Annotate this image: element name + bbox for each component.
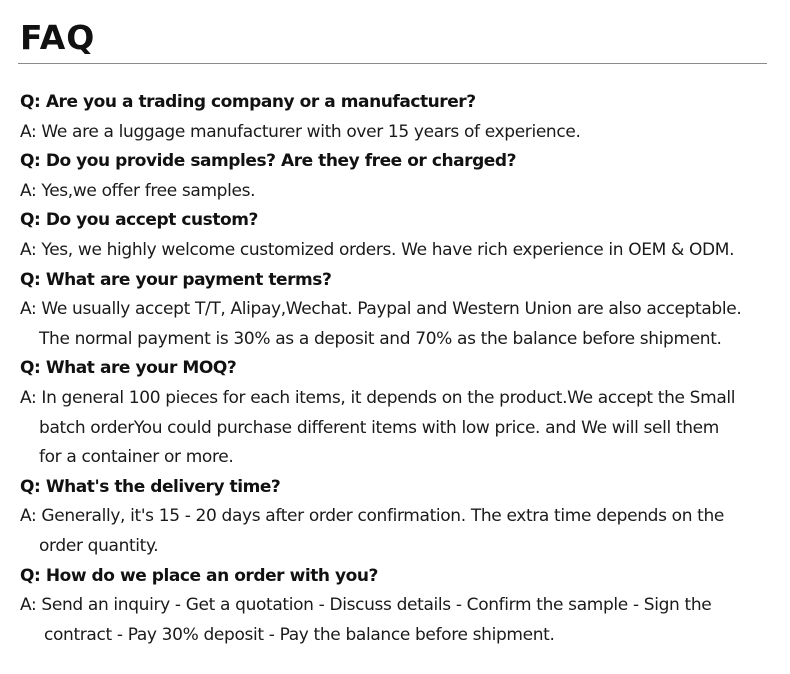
faq-answer-line: A: Yes, we highly welcome customized orders. We have rich experience in OEM & ODM. bbox=[20, 239, 735, 260]
faq-answer-line: order quantity. bbox=[39, 535, 159, 556]
faq-answer-line: A: Send an inquiry - Get a quotation - Discuss details - Confirm the sample - Sign the bbox=[20, 595, 712, 616]
faq-answer bbox=[20, 118, 780, 148]
faq-item-samples bbox=[20, 147, 780, 206]
faq-item-place-order bbox=[20, 562, 780, 651]
faq-answer-line: for a container or more. bbox=[39, 447, 234, 468]
faq-item-moq bbox=[20, 354, 780, 472]
faq-list bbox=[20, 88, 780, 650]
faq-answer-line: A: In general 100 pieces for each items, it depends on the product.We accept the Small bbox=[20, 387, 736, 408]
faq-answer bbox=[20, 177, 780, 207]
faq-question: Q: What are your payment terms? bbox=[20, 269, 332, 290]
faq-answer bbox=[20, 295, 780, 354]
faq-item-delivery-time bbox=[20, 473, 780, 562]
faq-answer-line: A: We usually accept T/T, Alipay,Wechat. Paypal and Western Union are also acceptable. bbox=[20, 299, 742, 320]
page-title: FAQ bbox=[20, 18, 96, 57]
faq-item-payment-terms bbox=[20, 266, 780, 355]
faq-answer bbox=[20, 502, 780, 561]
faq-answer-line: contract - Pay 30% deposit - Pay the balance before shipment. bbox=[44, 624, 555, 645]
faq-question: Q: What are your MOQ? bbox=[20, 358, 237, 379]
faq-question: Q: Do you provide samples? Are they free or charged? bbox=[20, 151, 516, 172]
faq-answer-line: A: Yes,we offer free samples. bbox=[20, 180, 256, 201]
faq-answer-line: The normal payment is 30% as a deposit and 70% as the balance before shipment. bbox=[39, 328, 722, 349]
faq-question: Q: Do you accept custom? bbox=[20, 210, 258, 231]
faq-answer-line: A: Generally, it's 15 - 20 days after order confirmation. The extra time depends on the bbox=[20, 506, 725, 527]
faq-question: Q: What's the delivery time? bbox=[20, 476, 281, 497]
faq-question: Q: Are you a trading company or a manufacturer? bbox=[20, 92, 476, 112]
faq-answer bbox=[20, 384, 780, 473]
title-divider bbox=[18, 63, 767, 64]
faq-answer bbox=[20, 236, 780, 266]
faq-question: Q: How do we place an order with you? bbox=[20, 565, 378, 586]
faq-answer-line: A: We are a luggage manufacturer with over 15 years of experience. bbox=[20, 121, 581, 142]
faq-item-trading-company bbox=[20, 88, 780, 147]
faq-answer-line: batch orderYou could purchase different items with low price. and We will sell them bbox=[39, 417, 719, 438]
faq-item-custom bbox=[20, 206, 780, 265]
faq-answer bbox=[20, 591, 780, 650]
